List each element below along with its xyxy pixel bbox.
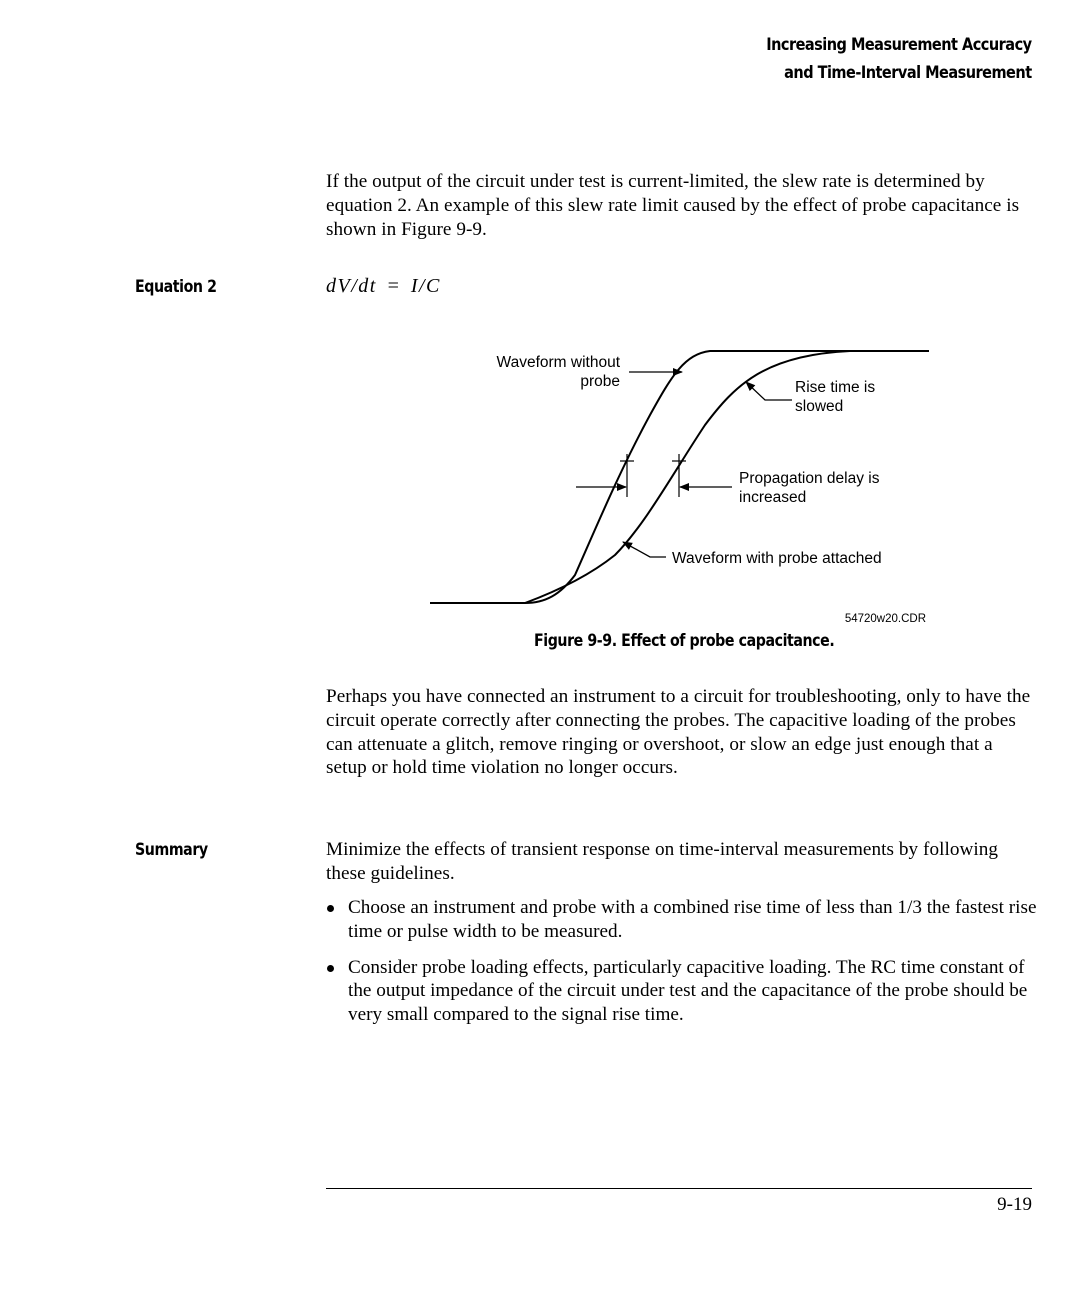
waveform-figure <box>420 330 940 630</box>
header-line-2: and Time-Interval Measurement <box>784 63 1032 82</box>
equation-label: Equation 2 <box>135 277 217 296</box>
label-rise-time-1: Rise time is <box>795 379 876 396</box>
intro-paragraph: If the output of the circuit under test is current-limited, the slew rate is determined by equation 2. An example of this slew rate limit caused by the effect of probe capacitance is shown in Figure 9-9. <box>326 171 1020 240</box>
list-item-text: Choose an instrument and probe with a combined rise time of less than 1/3 the fastest rise time or pulse width to be measured. <box>348 897 1037 942</box>
list-item <box>326 896 1038 944</box>
list-item <box>326 956 1038 1027</box>
label-prop-delay-2: increased <box>739 489 807 506</box>
arrow-with-probe <box>623 542 666 557</box>
label-rise-time-2: slowed <box>795 398 844 415</box>
label-with-probe: Waveform with probe attached <box>672 550 882 567</box>
equation-formula: dV/dt = I/C <box>326 275 441 297</box>
list-item-text: Consider probe loading effects, particularly capacitive loading. The RC time constant of the output impedance of the circuit under test and the capacitance of the probe should be very small compared to the signal rise time. <box>348 956 1028 1026</box>
page-number: 9-19 <box>997 1194 1032 1215</box>
header-line-1: Increasing Measurement Accuracy <box>766 35 1032 54</box>
bullet-icon <box>327 965 334 972</box>
label-without-probe-2: probe <box>580 373 620 390</box>
label-prop-delay-1: Propagation delay is <box>739 470 880 487</box>
label-without-probe-1: Waveform without <box>496 354 620 371</box>
summary-label: Summary <box>135 840 208 859</box>
waveform-diagram <box>420 330 940 630</box>
footer-rule <box>326 1188 1032 1189</box>
running-header <box>767 31 1032 87</box>
guidelines-list <box>326 896 1038 1039</box>
arrow-rise-time <box>746 382 792 400</box>
probing-paragraph: Perhaps you have connected an instrument to a circuit for troubleshooting, only to have the circuit operate correctly after connecting the probes. The capacitive loading of the probes can attenuate a glitch, remove ringing or overshoot, or slow an edge just enough that a setup or hold time violation no longer occurs. <box>326 686 1031 779</box>
figure-caption: Figure 9-9. Effect of probe capacitance. <box>534 631 835 650</box>
figure-file-code: 54720w20.CDR <box>844 613 926 625</box>
summary-paragraph: Minimize the effects of transient response on time-interval measurements by following these guidelines. <box>326 839 999 884</box>
bullet-icon <box>327 905 334 912</box>
